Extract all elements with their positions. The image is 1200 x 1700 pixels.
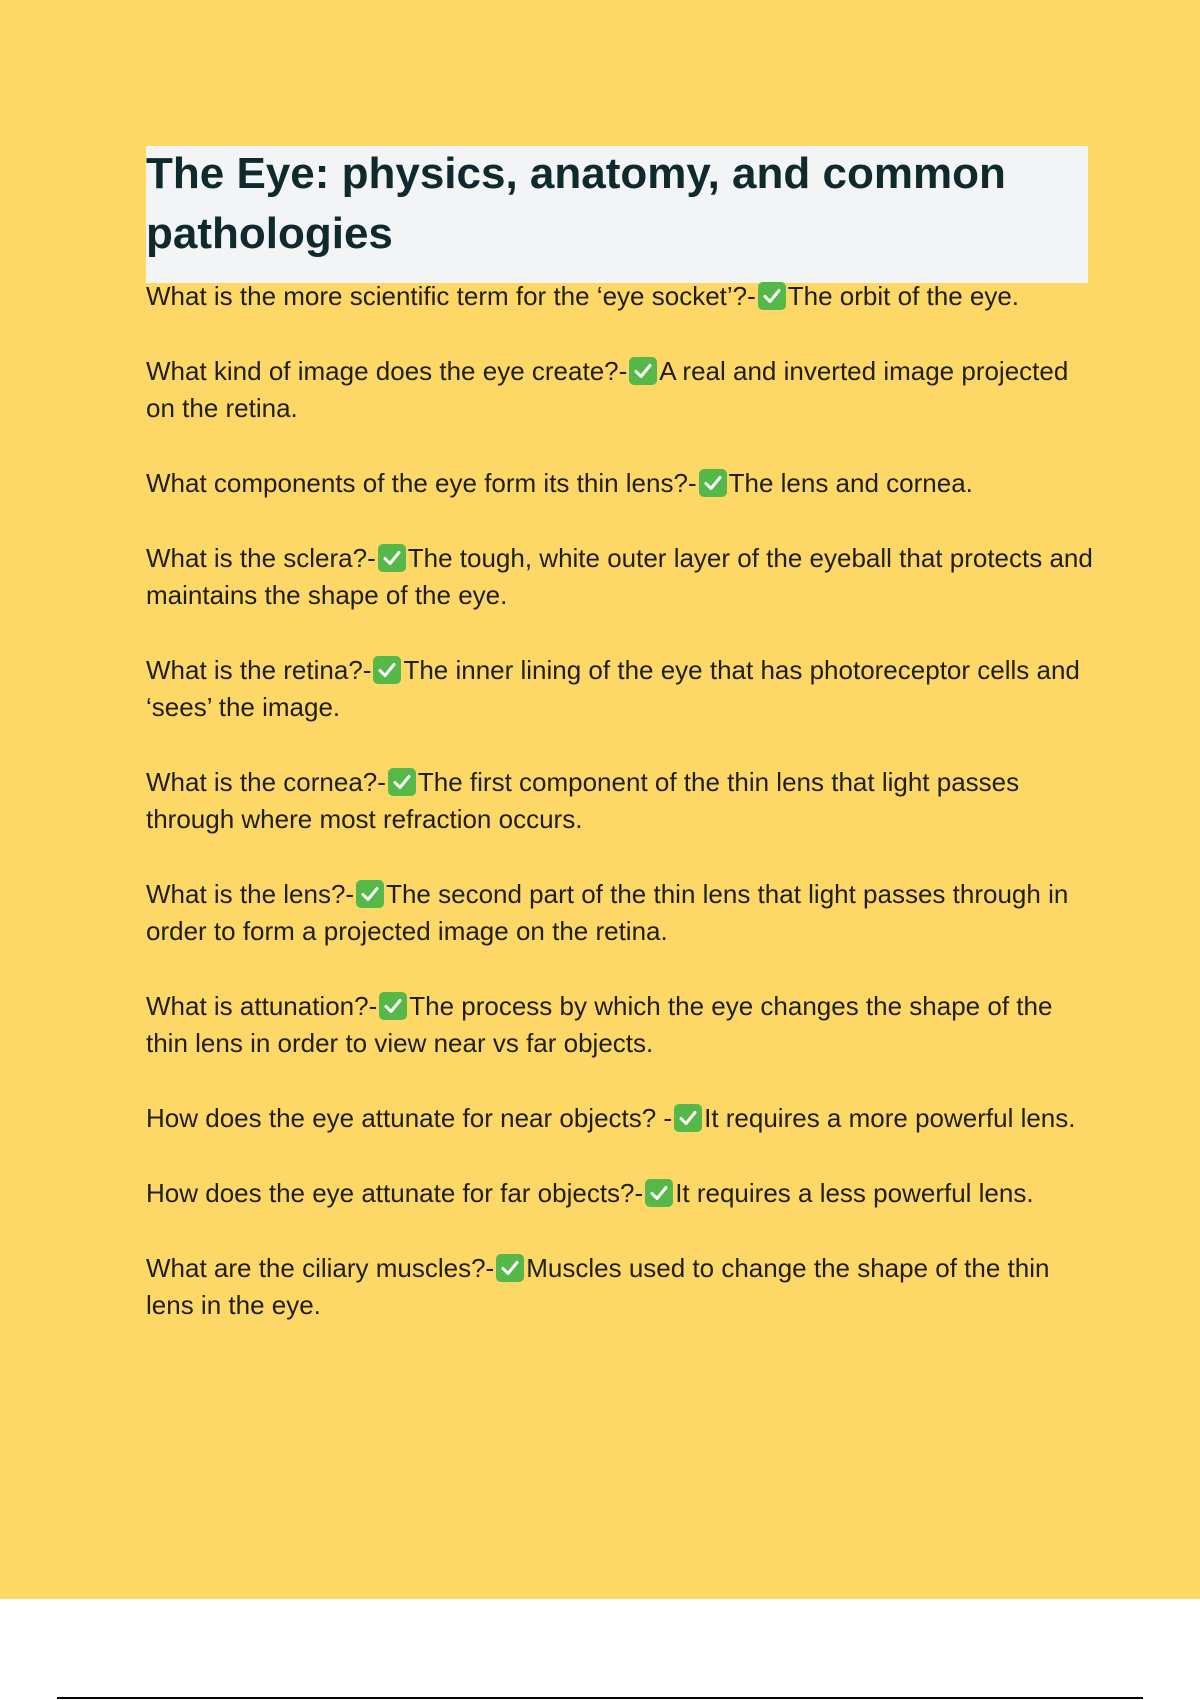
answer-text: A real and inverted image projected on the retina.	[146, 356, 1069, 423]
qa-item	[146, 465, 1096, 502]
check-mark-icon	[378, 544, 406, 572]
question-text: What components of the eye form its thin lens?-	[146, 468, 697, 498]
qa-item	[146, 353, 1096, 427]
check-mark-icon	[674, 1104, 702, 1132]
question-text: What is the more scientific term for the ‘eye socket’?-	[146, 281, 756, 311]
check-mark-icon	[699, 469, 727, 497]
answer-text: The second part of the thin lens that light passes through in order to form a projected image on the retina.	[146, 879, 1069, 946]
qa-item	[146, 764, 1096, 838]
check-mark-icon	[388, 768, 416, 796]
qa-item	[146, 988, 1096, 1062]
question-text: What kind of image does the eye create?-	[146, 356, 628, 386]
answer-text: The first component of the thin lens that light passes through where most refraction occurs.	[146, 767, 1020, 834]
check-mark-icon	[379, 992, 407, 1020]
question-text: What are the ciliary muscles?-	[146, 1253, 495, 1283]
question-text: What is the cornea?-	[146, 767, 386, 797]
answer-text: The lens and cornea.	[728, 468, 973, 498]
check-mark-icon	[758, 282, 786, 310]
qa-list	[146, 278, 1096, 1362]
qa-item	[146, 278, 1096, 315]
answer-text: The inner lining of the eye that has photoreceptor cells and ‘sees’ the image.	[146, 655, 1080, 722]
check-mark-icon	[496, 1254, 524, 1282]
question-text: What is the retina?-	[146, 655, 372, 685]
page-title: The Eye: physics, anatomy, and common pathologies	[146, 149, 1006, 258]
question-text: How does the eye attunate for near objects? -	[146, 1103, 673, 1133]
check-mark-icon	[373, 656, 401, 684]
question-text: What is the lens?-	[146, 879, 355, 909]
check-mark-icon	[645, 1179, 673, 1207]
answer-text: It requires a less powerful lens.	[675, 1178, 1034, 1208]
answer-text: The orbit of the eye.	[787, 281, 1020, 311]
answer-text: Muscles used to change the shape of the thin lens in the eye.	[146, 1253, 1050, 1320]
qa-item	[146, 1100, 1096, 1137]
footer-divider	[57, 1697, 1143, 1699]
qa-item	[146, 540, 1096, 614]
question-text: What is the sclera?-	[146, 543, 376, 573]
answer-text: It requires a more powerful lens.	[704, 1103, 1076, 1133]
qa-item	[146, 876, 1096, 950]
answer-text: The tough, white outer layer of the eyeball that protects and maintains the shape of the eye.	[146, 543, 1093, 610]
qa-item	[146, 1175, 1096, 1212]
answer-text: The process by which the eye changes the shape of the thin lens in order to view near vs far objects.	[146, 991, 1053, 1058]
check-mark-icon	[356, 880, 384, 908]
question-text: What is attunation?-	[146, 991, 378, 1021]
question-text: How does the eye attunate for far objects?-	[146, 1178, 644, 1208]
check-mark-icon	[629, 357, 657, 385]
qa-item	[146, 1250, 1096, 1324]
qa-item	[146, 652, 1096, 726]
